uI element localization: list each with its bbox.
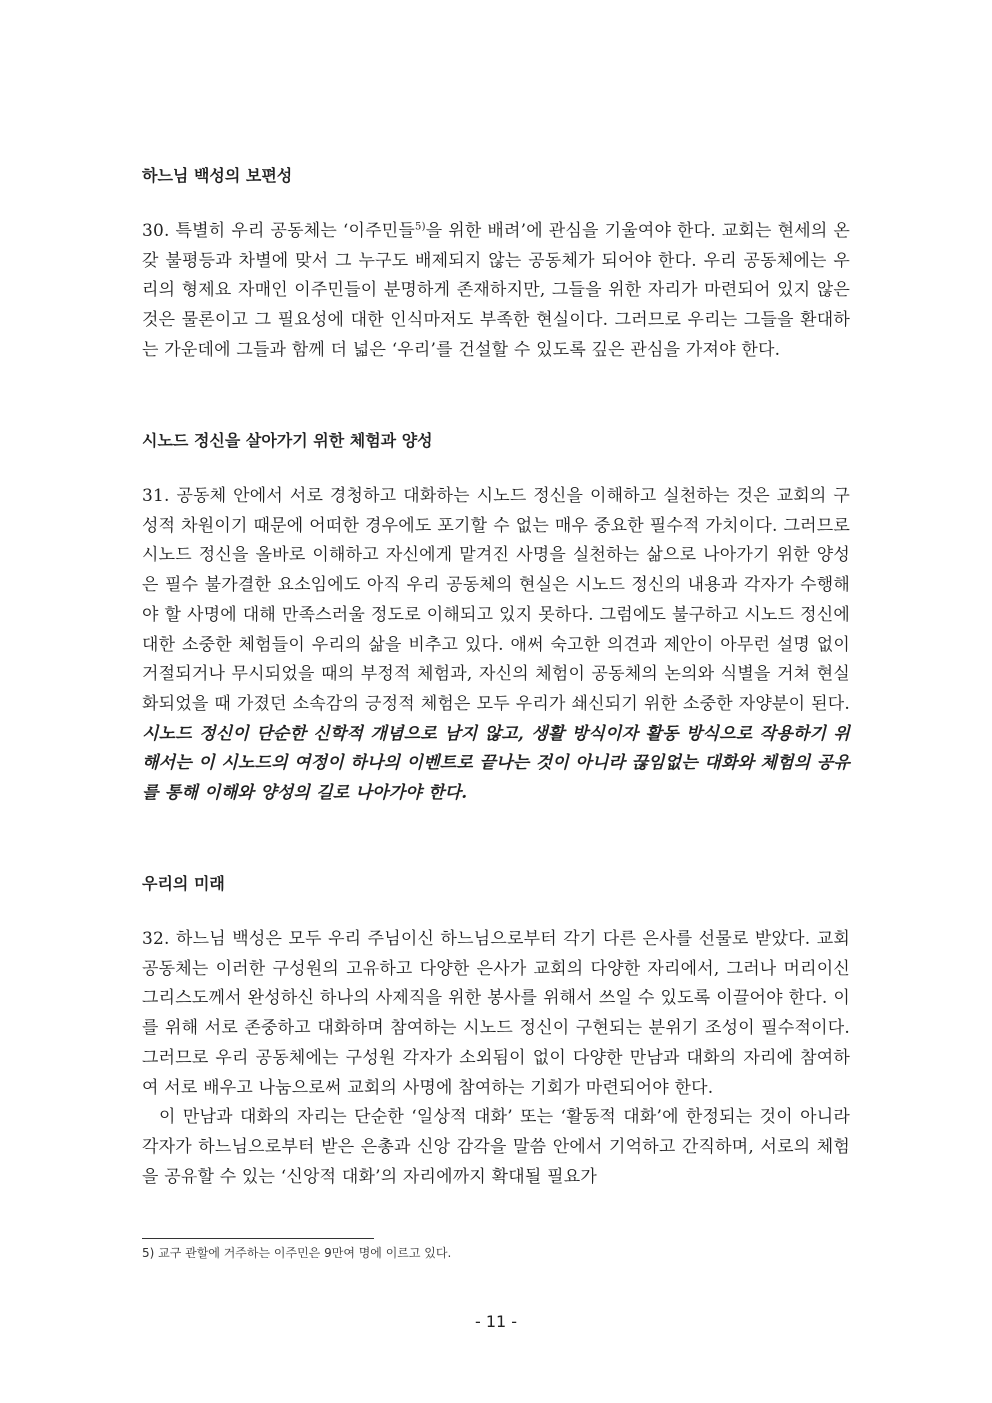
emphasized-text: 시노드 정신이 단순한 신학적 개념으로 남지 않고, 생활 방식이자 활동 방식으로 작용하기 위해서는 이 시노드의 여정이 하나의 이벤트로 끝나는 것이 아니라 끊임없는 대화와 체험의 공유를 통해 이해와 양성의 길로 나아가야 한다. <box>142 723 850 804</box>
page-number: - 11 - <box>474 1312 518 1331</box>
paragraph-32 <box>142 925 850 1192</box>
section-heading: 우리의 미래 <box>142 874 225 893</box>
footnote-text: 5) 교구 관할에 거주하는 이주민은 9만여 명에 이르고 있다. <box>142 1246 452 1260</box>
paragraph-text: 이 만남과 대화의 자리는 단순한 ‘일상적 대화’ 또는 ‘활동적 대화’에 한정되는 것이 아니라 각자가 하느님으로부터 받은 은총과 신앙 감각을 말씀 안에서 기억하고 간직하며, 서로의 체험을 공유할 수 있는 ‘신앙적 대화’의 자리에까지 확대될 필요가 <box>142 1107 850 1187</box>
section-heading: 하느님 백성의 보편성 <box>142 166 293 185</box>
footnote-divider <box>142 1238 374 1239</box>
paragraph-31 <box>142 482 850 809</box>
paragraph-30 <box>142 217 850 366</box>
paragraph-text <box>142 217 850 366</box>
paragraph-text-part: 을 위한 배려’에 관심을 기울여야 한다. 교회는 현세의 온갖 불평등과 차별에 맞서 그 누구도 배제되지 않는 공동체가 되어야 한다. 우리 공동체에는 우리의 형제요 자매인 이주민들이 분명하게 존재하지만, 그들을 위한 자리가 마련되어 있지 않은 것은 물론이고 그 필요성에 대한 인식마저도 부족한 현실이다. 그러므로 우리는 그들을 환대하는 가운데에 그들과 함께 더 넓은 ‘우리’를 건설할 수 있도록 깊은 관심을 가져야 한다. <box>142 221 850 360</box>
footnote-reference[interactable]: 5) <box>415 221 426 233</box>
paragraph-text: 32. 하느님 백성은 모두 우리 주님이신 하느님으로부터 각기 다른 은사를 선물로 받았다. 교회 공동체는 이러한 구성원의 고유하고 다양한 은사가 교회의 다양한 자리에서, 그러나 머리이신 그리스도께서 완성하신 하나의 사제직을 위한 봉사를 위해서 쓰일 수 있도록 이끌어야 한다. 이를 위해 서로 존중하고 대화하며 참여하는 시노드 정신이 구현되는 분위기 조성이 필수적이다. 그러므로 우리 공동체에는 구성원 각자가 소외됨이 없이 다양한 만남과 대화의 자리에 참여하여 서로 배우고 나눔으로써 교회의 사명에 참여하는 기회가 마련되어야 한다. <box>142 929 850 1098</box>
paragraph-text-part: 30. 특별히 우리 공동체는 ‘이주민들 <box>142 221 416 241</box>
paragraph-text <box>142 482 850 809</box>
section-heading: 시노드 정신을 살아가기 위한 체험과 양성 <box>142 431 433 450</box>
paragraph-text-part: 31. 공동체 안에서 서로 경청하고 대화하는 시노드 정신을 이해하고 실천하는 것은 교회의 구성적 차원이기 때문에 어떠한 경우에도 포기할 수 없는 매우 중요한 필수적 가치이다. 그러므로 시노드 정신을 올바로 이해하고 자신에게 맡겨진 사명을 실천하는 삶으로 나아가기 위한 양성은 필수 불가결한 요소임에도 아직 우리 공동체의 현실은 시노드 정신의 내용과 각자가 수행해야 할 사명에 대해 만족스러울 정도로 이해되고 있지 못하다. 그럼에도 불구하고 시노드 정신에 대한 소중한 체험들이 우리의 삶을 비추고 있다. 애써 숙고한 의견과 제안이 아무런 설명 없이 거절되거나 무시되었을 때의 부정적 체험과, 자신의 체험이 공동체의 논의와 식별을 거쳐 현실화되었을 때 가졌던 소속감의 긍정적 체험은 모두 우리가 쇄신되기 위한 소중한 자양분이 된다. <box>142 486 850 714</box>
